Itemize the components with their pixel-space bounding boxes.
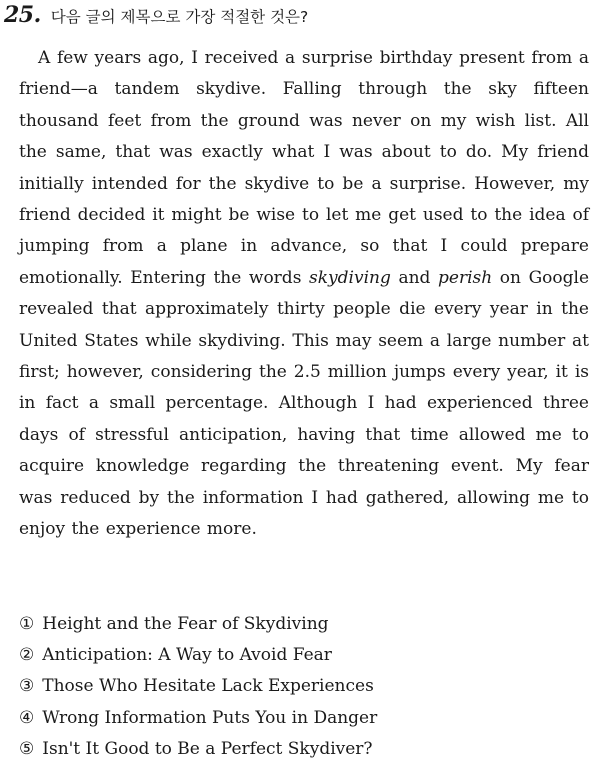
- question-prompt: 다음 글의 제목으로 가장 적절한 것은?: [50, 8, 309, 26]
- answer-choice-2[interactable]: [19, 640, 377, 671]
- passage-keyword: perish: [438, 267, 493, 288]
- choice-number: ⑤: [19, 738, 35, 759]
- answer-choice-5[interactable]: [19, 734, 377, 765]
- passage-keyword: skydiving: [309, 267, 391, 288]
- answer-choice-3[interactable]: [19, 671, 377, 702]
- answer-choice-1[interactable]: [19, 609, 377, 640]
- choice-number: ④: [19, 707, 35, 728]
- choice-text: Isn't It Good to Be a Perfect Skydiver?: [42, 738, 373, 759]
- question-header: [4, 2, 308, 32]
- choice-number: ③: [19, 676, 35, 697]
- answer-choices: [19, 609, 377, 765]
- choice-number: ①: [19, 614, 35, 634]
- choice-text: Anticipation: A Way to Avoid Fear: [42, 645, 332, 666]
- choice-text: Height and the Fear of Skydiving: [42, 614, 329, 634]
- choice-text: Those Who Hesitate Lack Experiences: [42, 676, 374, 697]
- passage-text: A few years ago, I received a surprise birthday present from a friend—a tandem skydive. Falling through the sky fifteen thousand feet from the ground was never on my wish list. All the same, that was exactly what I was about to do. My friend initially intended for the skydive to be a surprise. However, my friend decided it might be wise to let me get used to the idea of jumping from a plane in advance, so that I could prepare emotionally. Entering the words: [19, 48, 589, 288]
- choice-number: ②: [19, 645, 35, 666]
- reading-passage: [19, 43, 589, 546]
- question-number: 25.: [4, 2, 41, 28]
- passage-text: on Google revealed that approximately thirty people die every year in the United States while skydiving. This may seem a large number at first; however, considering the 2.5 million jumps every year, it is in fact a small percentage. Although I had experienced three days of stressful anticipation, having that time allowed me to acquire knowledge regarding the threatening event. My fear was reduced by the information I had gathered, allowing me to enjoy the experience more.: [19, 267, 590, 540]
- choice-text: Wrong Information Puts You in Danger: [42, 707, 378, 728]
- answer-choice-4[interactable]: [19, 703, 377, 734]
- passage-text: and: [390, 267, 439, 288]
